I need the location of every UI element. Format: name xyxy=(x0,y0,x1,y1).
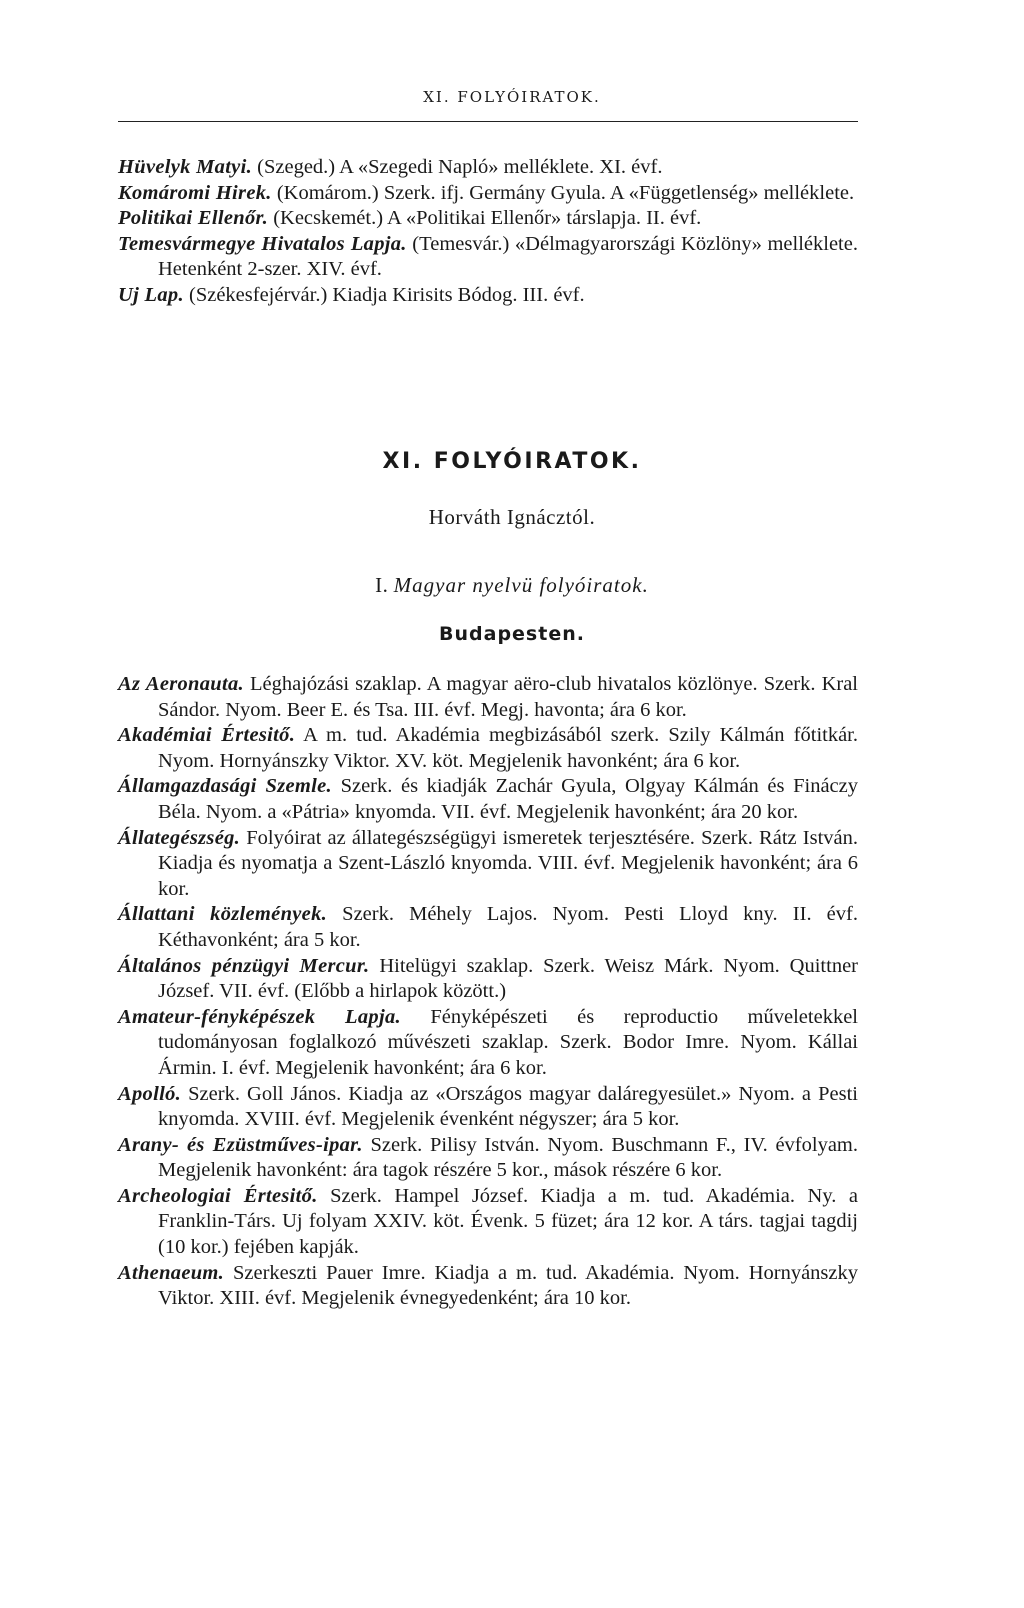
header-rule xyxy=(118,121,858,122)
periodical-title: Az Aeronauta. xyxy=(118,673,244,695)
periodical-title: Állategészség. xyxy=(118,826,241,849)
periodical-description: (Szeged.) A «Szegedi Napló» melléklete. XI. évf. xyxy=(252,156,663,178)
city-heading: Budapesten. xyxy=(439,623,585,645)
subsection-title: Magyar nyelvü folyóiratok. xyxy=(393,573,649,597)
periodical-entry xyxy=(118,1005,858,1082)
periodical-title: Amateur-fényképészek Lapja. xyxy=(118,1005,401,1028)
periodical-title: Akadémiai Értesitő. xyxy=(118,724,296,747)
periodical-title: Apolló. xyxy=(118,1082,182,1105)
periodical-entry xyxy=(118,672,858,723)
periodical-title: Temesvármegye Hivatalos Lapja. xyxy=(118,232,407,255)
continued-entries xyxy=(118,155,858,309)
periodical-entry xyxy=(118,1082,858,1133)
periodical-description: Szerk. Pilisy István. Nyom. Buschmann F., IV. évfolyam. Megjelenik havonként: ára tagok részére 5 kor., mások részére 6 kor. xyxy=(158,1133,858,1182)
periodical-description: Hitelügyi szaklap. Szerk. Weisz Márk. Nyom. Quittner József. VII. évf. (Előbb a hirlapok között.) xyxy=(158,954,858,1003)
periodical-entry xyxy=(118,723,858,774)
periodical-description: Szerk. és kiadják Zachár Gyula, Olgyay Kálmán és Fináczy Béla. Nyom. a «Pátria» knyomda. VII. évf. Megjelenik havonként; ára 20 kor. xyxy=(158,775,858,823)
periodical-description: (Kecskemét.) A «Politikai Ellenőr» társlapja. II. évf. xyxy=(268,207,702,230)
periodical-entry xyxy=(118,283,858,309)
periodical-entry xyxy=(118,1261,858,1312)
periodical-entry xyxy=(118,232,858,283)
periodical-description: Léghajózási szaklap. A magyar aëro-club hivatalos közlönye. Szerk. Kral Sándor. Nyom. Beer E. és Tsa. III. évf. Megj. havonta; ára 6 kor. xyxy=(158,673,858,721)
periodical-description: Szerk. Méhely Lajos. Nyom. Pesti Lloyd kny. II. évf. Kéthavonként; ára 5 kor. xyxy=(158,903,858,951)
periodical-title: Arany- és Ezüstműves-ipar. xyxy=(118,1133,363,1156)
subsection-heading xyxy=(0,573,1024,598)
periodical-description: (Temesvár.) «Délmagyarországi Közlöny» melléklete. Hetenként 2-szer. XIV. évf. xyxy=(158,232,858,281)
periodical-entry xyxy=(118,155,858,181)
periodical-entry xyxy=(118,1184,858,1261)
periodical-description: A m. tud. Akadémia megbizásából szerk. Szily Kálmán főtitkár. Nyom. Hornyánszky Viktor. XV. köt. Megjelenik havonként; ára 6 kor. xyxy=(158,724,859,772)
periodical-entry xyxy=(118,954,858,1005)
periodical-description: Folyóirat az állategészségügyi ismeretek terjesztésére. Szerk. Rátz István. Kiadja és nyomatja a Szent-László knyomda. VIII. évf. Megjelenik havonként; ára 6 kor. xyxy=(158,826,858,900)
periodical-title: Politikai Ellenőr. xyxy=(118,207,269,230)
periodical-entry xyxy=(118,181,858,207)
periodical-entry xyxy=(118,826,858,903)
periodical-entry xyxy=(118,774,858,825)
periodical-title: Uj Lap. xyxy=(118,283,184,306)
periodical-title: Állattani közlemények. xyxy=(118,903,328,926)
periodical-entries xyxy=(118,672,858,1312)
periodical-title: Athenaeum. xyxy=(118,1261,225,1284)
section-byline: Horváth Ignácztól. xyxy=(428,505,596,529)
periodical-entry xyxy=(118,1133,858,1184)
periodical-title: Hüvelyk Matyi. xyxy=(118,156,253,178)
periodical-title: Államgazdasági Szemle. xyxy=(118,775,332,798)
periodical-description: Fényképészeti és reproductio műveletekkel tudományosan foglalkozó művészeti szaklap. Szerk. Bodor Imre. Nyom. Kállai Ármin. I. évf. Megjelenik havonként; ára 6 kor. xyxy=(158,1005,858,1079)
periodical-title: Archeologiai Értesitő. xyxy=(118,1184,318,1207)
periodical-title: Komáromi Hirek. xyxy=(118,181,272,204)
periodical-description: (Komárom.) Szerk. ifj. Germány Gyula. A «Függetlenség» melléklete. xyxy=(271,181,855,204)
subsection-number: I. xyxy=(375,573,389,597)
periodical-description: (Székesfejérvár.) Kiadja Kirisits Bódog. III. évf. xyxy=(183,283,585,306)
section-title: XI. FOLYÓIRATOK. xyxy=(382,449,642,474)
periodical-entry xyxy=(118,902,858,953)
periodical-description: Szerk. Goll János. Kiadja az «Országos magyar daláregyesület.» Nyom. a Pesti knyomda. XVIII. évf. Megjelenik évenként négyszer; ára 5 kor. xyxy=(158,1082,858,1131)
periodical-title: Általános pénzügyi Mercur. xyxy=(118,954,370,977)
running-head: XI. FOLYÓIRATOK. xyxy=(423,88,601,106)
periodical-description: Szerkeszti Pauer Imre. Kiadja a m. tud. Akadémia. Nyom. Hornyánszky Viktor. XIII. évf. Megjelenik évnegyedenként; ára 10 kor. xyxy=(158,1261,858,1310)
periodical-description: Szerk. Hampel József. Kiadja a m. tud. Akadémia. Ny. a Franklin-Társ. Uj folyam XXIV. köt. Évenk. 5 füzet; ára 12 kor. A társ. tagjai tagdij (10 kor.) fejében kapják. xyxy=(158,1184,858,1259)
periodical-entry xyxy=(118,206,858,232)
